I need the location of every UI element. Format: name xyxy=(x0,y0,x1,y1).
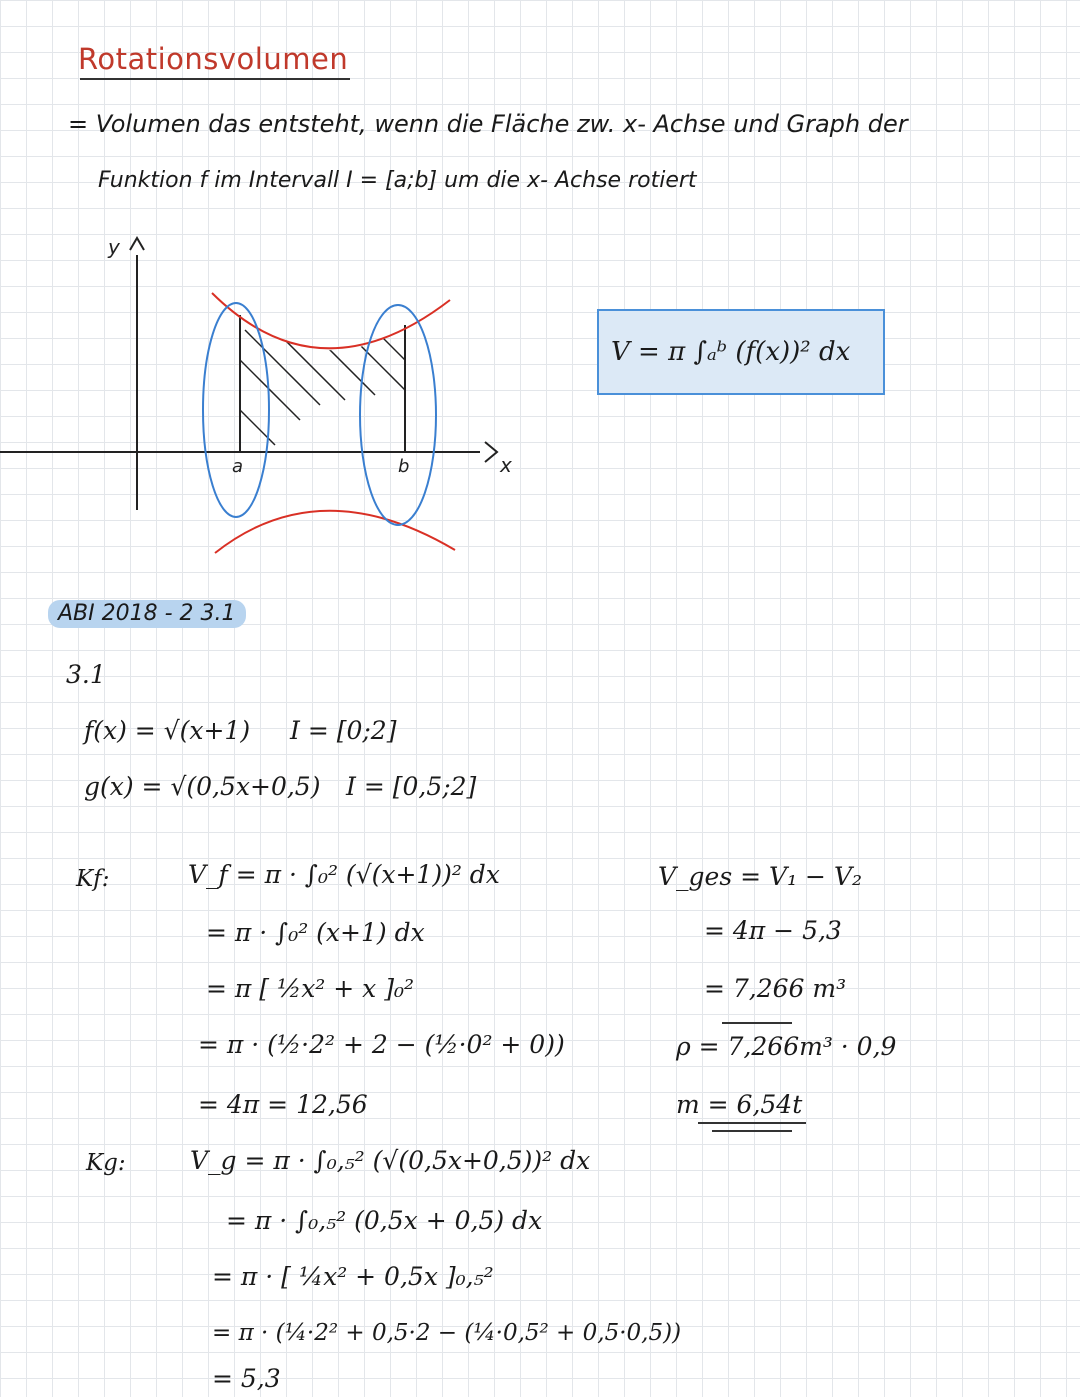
exam-badge: ABI 2018 - 2 3.1 xyxy=(48,600,246,628)
ellipse-a xyxy=(203,303,269,517)
definition-line-2: Funktion f im Intervall I = [a;b] um die x- Achse rotiert xyxy=(98,168,697,193)
task-number: 3.1 xyxy=(66,660,106,689)
total-underline-2 xyxy=(698,1122,806,1124)
total-line-2: = 4π − 5,3 xyxy=(704,916,842,945)
f-definition: f(x) = √(x+1) xyxy=(84,716,251,745)
hatched-area xyxy=(240,310,405,445)
f-interval: I = [0;2] xyxy=(290,716,397,745)
kf-label: Kf: xyxy=(76,866,110,892)
kf-line-1: V_f = π · ∫₀² (√(x+1))² dx xyxy=(188,860,500,889)
volume-formula: V = π ∫ₐᵇ (f(x))² dx xyxy=(611,337,851,367)
total-line-5: m = 6,54t xyxy=(676,1090,803,1119)
bound-b-label: b xyxy=(398,456,410,477)
volume-formula-box xyxy=(597,309,885,395)
rotation-sketch xyxy=(0,220,560,560)
g-interval: I = [0,5;2] xyxy=(346,772,477,801)
total-line-4: ρ = 7,266m³ · 0,9 xyxy=(676,1032,897,1061)
upper-curve xyxy=(212,293,450,348)
y-axis-label: y xyxy=(108,235,120,259)
x-axis-arrow xyxy=(485,442,497,462)
page-title: Rotationsvolumen xyxy=(78,42,349,76)
total-underline-1 xyxy=(722,1022,792,1024)
total-underline-3 xyxy=(712,1130,792,1132)
ellipse-b xyxy=(360,305,436,525)
kf-line-4: = π · (½·2² + 2 − (½·0² + 0)) xyxy=(198,1030,565,1059)
title-underline xyxy=(80,78,350,80)
kg-line-3: = π · [ ¼x² + 0,5x ]₀,₅² xyxy=(212,1262,494,1291)
kg-label: Kg: xyxy=(86,1150,126,1176)
x-axis-label: x xyxy=(500,453,512,477)
bound-a-label: a xyxy=(232,456,244,477)
kg-line-2: = π · ∫₀,₅² (0,5x + 0,5) dx xyxy=(226,1206,543,1235)
lower-curve xyxy=(215,511,455,553)
kf-line-3: = π [ ½x² + x ]₀² xyxy=(206,974,415,1003)
kg-line-1: V_g = π · ∫₀,₅² (√(0,5x+0,5))² dx xyxy=(190,1146,591,1175)
y-axis-arrow xyxy=(130,238,144,250)
total-line-3: = 7,266 m³ xyxy=(704,974,847,1003)
g-definition: g(x) = √(0,5x+0,5) xyxy=(84,772,321,801)
kf-line-5: = 4π = 12,56 xyxy=(198,1090,368,1119)
total-line-1: V_ges = V₁ − V₂ xyxy=(658,862,863,891)
definition-line-1: = Volumen das entsteht, wenn die Fläche zw. x- Achse und Graph der xyxy=(68,110,908,138)
kg-line-5: = 5,3 xyxy=(212,1364,281,1393)
kg-line-4: = π · (¼·2² + 0,5·2 − (¼·0,5² + 0,5·0,5)) xyxy=(212,1320,682,1346)
kf-line-2: = π · ∫₀² (x+1) dx xyxy=(206,918,425,947)
